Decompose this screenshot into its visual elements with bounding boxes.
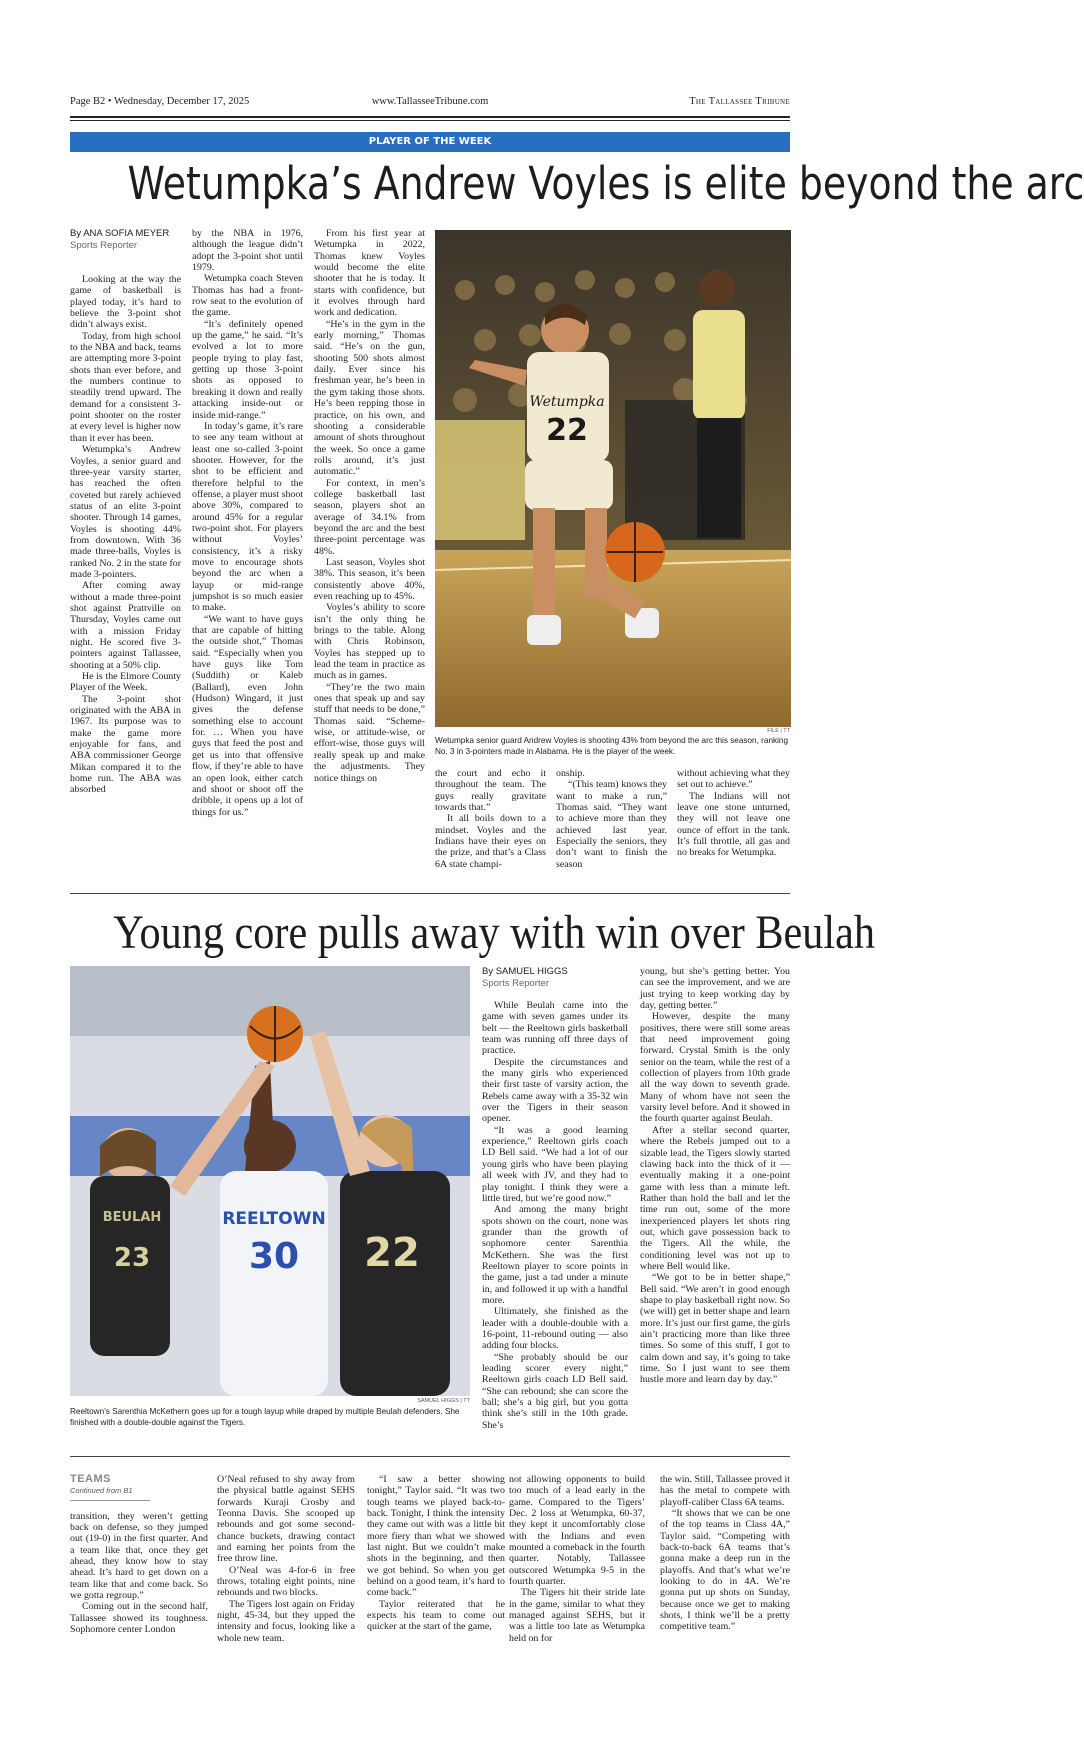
paragraph: “He’s in the gym in the early morning,” Thomas said. “He’s on the gun, shooting 500 shots almost daily. Ever since his freshman year, he’s been in the gym taking those shots. He’s been repping those in practice, on his own, and shooting a considerable amount of shots throughout the week. So once a game rolls around, it’s just automatic.” bbox=[314, 318, 425, 478]
paragraph: by the NBA in 1976, although the league didn’t adopt the 3-point shot until 1979. bbox=[192, 228, 303, 274]
byline-role: Sports Reporter bbox=[70, 240, 138, 251]
paragraph: Wetumpka’s Andrew Voyles, a senior guard and three-year varsity starter, has reached the often coveted but rarely achieved status of an elite 3-point shooter. Through 14 games, Voyles is shooting 44% from downtown. With 36 made three-balls, Voyles is ranked No. 2 in the state for made 3-pointers. bbox=[70, 444, 181, 580]
story2-column-2 bbox=[640, 966, 790, 1386]
voyles-photo-art bbox=[435, 230, 791, 727]
teams-column-2 bbox=[217, 1474, 355, 1644]
masthead-rule bbox=[70, 116, 790, 118]
paragraph: “She probably should be our leading scorer every night,” Reeltown girls coach LD Bell said. “She can rebound; she can score the ball; she’s a big girl, but you gotta think she’s still in the 10th grade. She’s bbox=[482, 1351, 628, 1431]
masthead-rule-thin bbox=[70, 120, 790, 121]
paper-name: The Tallassee Tribune bbox=[689, 96, 790, 107]
story1-column-6 bbox=[677, 768, 790, 859]
story1-column-2 bbox=[192, 228, 303, 818]
section-divider bbox=[70, 893, 790, 894]
jersey-name: Wetumpka bbox=[529, 394, 605, 410]
story1-column-4 bbox=[435, 768, 546, 870]
byline-role: Sports Reporter bbox=[482, 978, 550, 989]
paragraph: After a stellar second quarter, where the Rebels jumped out to a sizable lead, the Tigers slowly started clawing back into the thick of it — eventually making it a one-point game with less than a minute left. Rather than hold the ball and let the time run out, some of the more inexperienced players let shots ring out, which gave possession back to the Tigers. All the while, the conditioning level was not up to where Bell would like. bbox=[640, 1124, 790, 1272]
paragraph: Taylor reiterated that he expects his team to come out quicker at the start of the game, bbox=[367, 1598, 505, 1633]
jersey-name-beulah: BEULAH bbox=[102, 1210, 162, 1225]
paragraph: “It’s definitely opened up the game,” he said. “It’s evolved a lot to more people trying to play fast, getting up those 3-point shots as opposed to breaking it down and really attacking inside-out or inside mid-range.” bbox=[192, 318, 303, 421]
photo-credit-2: SAMUEL HIGGS | TT bbox=[417, 1398, 470, 1404]
paragraph: The Indians will not leave one stone unturned, they will not leave one ounce of effort in the tank. It’s full throttle, all gas and no breaks for Wetumpka. bbox=[677, 790, 790, 859]
paragraph: “They’re the two main ones that speak up and say stuff that needs to be done,” Thomas said. “Scheme-wise, or attitude-wise, or effort-wise, those guys will really speak up and make the adjustments. They notice things on bbox=[314, 681, 425, 784]
paragraph: O’Neal refused to shy away from the physical battle against SEHS forwards Kuraji Crosby and Teonna Davis. She scooped up rebounds and got some second-chance buckets, drawing contact and earning her points from the free throw line. bbox=[217, 1474, 355, 1565]
paragraph: “It shows that we can be one of the top teams in Class 4A,” Taylor said. “Competing with back-to-back 6A teams that’s gonna make a deep run in the playoffs. And that’s what we’re looking to do in 4A. We’re gonna put up shots on Sunday, because once we get to making shots, I think we’ll be a pretty competitive team.” bbox=[660, 1508, 790, 1633]
paragraph: young, but she’s getting better. You can see the improvement, and we are just trying to keep working day by day, getting better.” bbox=[640, 966, 790, 1012]
voyles-photo bbox=[435, 230, 791, 727]
paragraph: “(This team) knows they want to make a run,” Thomas said. “They want to achieve more than they achieved last year. Especially the seniors, they don’t want to finish the season bbox=[556, 779, 667, 870]
story1-byline bbox=[70, 228, 181, 252]
paragraph: Today, from high school to the NBA and back, teams are attempting more 3-point shots than ever before, and the numbers continue to steadily trend upward. The demand for a consistent 3-point shooter on the roster at every level is higher now than it ever has been. bbox=[70, 330, 181, 444]
teams-column-3 bbox=[367, 1474, 505, 1633]
paragraph: Coming out in the second half, Tallassee showed its toughness. Sophomore center London bbox=[70, 1601, 208, 1636]
paragraph: The Tigers lost again on Friday night, 45-34, but they upped the intensity and focus, looking like a whole new team. bbox=[217, 1598, 355, 1644]
reeltown-photo bbox=[70, 966, 470, 1396]
paragraph: “It was a good learning experience,” Reeltown girls coach LD Bell said. “We had a lot of our young girls who have been playing all week with JV, and they had to play tonight. I think they were a little tired, but we’re good now.” bbox=[482, 1124, 628, 1204]
jersey-name-reeltown: REELTOWN bbox=[222, 1209, 326, 1229]
jersey-number: 22 bbox=[546, 413, 588, 448]
paragraph: transition, they weren’t getting back on defense, so they jumped out (19-0) in the first quarter. And a team like that, once they get ahead, they know how to stay ahead. It’s hard to get down on a team like that and come back. So we gotta regroup.” bbox=[70, 1510, 208, 1602]
teams-column-1 bbox=[70, 1474, 208, 1635]
paragraph: Voyles’s ability to score isn’t the only thing he brings to the table. Along with Chris Robinson, Voyles has stepped up to lead the team in practice as much as in games. bbox=[314, 602, 425, 682]
paragraph: the win. Still, Tallassee proved it has the metal to compete with playoff-caliber Class 6A teams. bbox=[660, 1474, 790, 1508]
photo-caption: Wetumpka senior guard Andrew Voyles is shooting 43% from beyond the arc this season, ranking No. 3 in 3-pointers made in Alabama. He is the player of the week. bbox=[435, 736, 789, 756]
website-url[interactable]: www.TallasseeTribune.com bbox=[371, 96, 489, 107]
paragraph: Looking at the way the game of basketball is played today, it’s hard to believe the 3-point shot didn’t always exist. bbox=[70, 274, 181, 331]
paragraph: In today’s game, it’s rare to see any team without at least one so-called 3-point shooter. However, for the shot to be efficient and therefore helpful to the offense, a player must shoot above 30%, compared to around 45% for a regular two-point shot. For players without Voyles’ consistency, it’s a risky move to encourage shots beyond the arc when a layup or mid-range jumpshot is so much easier to make. bbox=[192, 420, 303, 614]
jersey-number-22: 22 bbox=[364, 1230, 420, 1276]
paragraph: The 3-point shot originated with the ABA in 1967. Its purpose was to make the game more enjoyable for fans, and ABA commissioner George Mikan compared it to the home run. The ABA was absorbed bbox=[70, 693, 181, 796]
paragraph: For context, in men’s college basketball last season, players shot an average of 34.1% from beyond the arc and the best three-point percentage was 48%. bbox=[314, 477, 425, 557]
reeltown-photo-art bbox=[70, 966, 470, 1396]
teams-label: TEAMS bbox=[70, 1473, 111, 1485]
story2-byline bbox=[482, 966, 628, 990]
byline-author: By SAMUEL HIGGS bbox=[482, 966, 568, 977]
paragraph: “We want to have guys that are capable of hitting the outside shot,” Thomas said. “Especially when you have guys like Tom (Suddith) or Kaleb (Ballard), even John (Hudson) Wingard, it just gives the defense something else to account for. … When you have guys that feed the post and get us into that offensive flow, if they’re able to have an open look, either catch and shoot or shoot off the dribble, it opens up a lot of things for us.” bbox=[192, 613, 303, 818]
story1-headline: Wetumpka’s Andrew Voyles is elite beyond the arc bbox=[127, 157, 1084, 210]
paragraph: The Tigers hit their stride late in the game, similar to what they managed against SEHS, but it was a little too late as Wetumpka held on for bbox=[509, 1587, 645, 1644]
paragraph: However, despite the many positives, there were still some areas that need improvement going forward. Crystal Smith is the only senior on the team, while the rest of a collection of players from 10th grade all the way down to seventh grade. Many of whom have not seen the varsity level before. And it showed in the fourth quarter against Beulah. bbox=[640, 1011, 790, 1125]
paragraph: O’Neal was 4-for-6 in free throws, totaling eight points, nine rebounds and two blocks. bbox=[217, 1564, 355, 1599]
paragraph: Ultimately, she finished as the leader with a double-double with a 16-point, 11-rebound outing — also adding four blocks. bbox=[482, 1306, 628, 1352]
paragraph: Despite the circumstances and the many girls who experienced their first taste of varsity action, the Rebels came away with a 35-32 win over the Tigers in their season opener. bbox=[482, 1056, 628, 1125]
paragraph: “We got to be in better shape,” Bell said. “We aren’t in good enough shape to play basketball right now. So (we will) get in better shape and learn more. It’s just our first game, the girls ain’t practicing more than like three times. So some of this stuff, I got to calm down and say, it’s going to take time. So I just want to see them hustle more and learn day by day.” bbox=[640, 1272, 790, 1386]
paragraph: Last season, Voyles shot 38%. This season, it’s been consistently above 40%, even reaching up to 45%. bbox=[314, 556, 425, 602]
paragraph: not allowing opponents to build too much of a lead early in the game. Compared to the Tigers’ Dec. 2 loss at Wetumpka, 60-37, they kept it uncomfortably close with the Indians and even mounted a comeback in the fourth quarter. Notably, Tallassee outscored Wetumpka 9-5 in the fourth quarter. bbox=[509, 1474, 645, 1588]
photo-caption-2: Reeltown’s Sarenthia McKethern goes up for a tough layup while draped by multiple Beulah defenders. She finished with a double-double against the Tigers. bbox=[70, 1407, 460, 1427]
story2-column-1 bbox=[482, 966, 628, 1431]
teams-column-4 bbox=[509, 1474, 645, 1644]
paragraph: the court and echo it throughout the team. The guys really gravitate towards that.” bbox=[435, 768, 546, 814]
story1-column-5 bbox=[556, 768, 667, 870]
teams-column-5 bbox=[660, 1474, 790, 1633]
paragraph: without achieving what they set out to achieve.” bbox=[677, 768, 790, 791]
section-banner: PLAYER OF THE WEEK bbox=[70, 132, 790, 152]
byline-author: By ANA SOFIA MEYER bbox=[70, 228, 170, 239]
paragraph: onship. bbox=[556, 768, 585, 779]
paragraph: “I saw a better showing tonight,” Taylor said. “It was two tough teams we played back-to-back. Tonight, I think the intensity they came out with was a little bit more fiery than what we showed last night. But we couldn’t make shots in the beginning, and then we got behind. So when you get behind on a good team, it’s hard to come back.” bbox=[367, 1474, 505, 1599]
paragraph: While Beulah came into the game with seven games under its belt — the Reeltown girls basketball team was running off three days of practice. bbox=[482, 1000, 628, 1057]
paragraph: And among the many bright spots shown on the court, none was grander than the growth of sophomore center Sarenthia McKethern. She was the first Reeltown player to score points in the game, just a tad under a minute in, and followed it up with a handful more. bbox=[482, 1204, 628, 1306]
jersey-number-30: 30 bbox=[248, 1236, 300, 1277]
paragraph: Wetumpka coach Steven Thomas has had a front-row seat to the evolution of the game. bbox=[192, 273, 303, 319]
story2-headline: Young core pulls away with win over Beulah bbox=[113, 906, 875, 959]
page-date: Page B2 • Wednesday, December 17, 2025 bbox=[70, 96, 250, 107]
story1-column-1 bbox=[70, 228, 181, 796]
photo-credit: FILE | TT bbox=[767, 728, 790, 734]
paragraph: After coming away without a made three-point shot against Prattville on Thursday, Voyles came out with a mission Friday night. He scored five 3-pointers against Tallassee, shooting at a 50% clip. bbox=[70, 580, 181, 671]
continued-from: Continued from B1 bbox=[70, 1485, 150, 1500]
paragraph: It all boils down to a mindset. Voyles and the Indians have their eyes on the prize, and that’s a Class 6A state champi- bbox=[435, 813, 546, 870]
paragraph: He is the Elmore County Player of the Week. bbox=[70, 671, 181, 694]
section-divider-2 bbox=[70, 1456, 790, 1457]
jersey-number-23: 23 bbox=[113, 1243, 151, 1273]
story1-column-3 bbox=[314, 228, 425, 784]
paragraph: From his first year at Wetumpka in 2022, Thomas knew Voyles would become the elite shooter that he is today. It starts with confidence, but it evolves through hard work and dedication. bbox=[314, 228, 425, 319]
